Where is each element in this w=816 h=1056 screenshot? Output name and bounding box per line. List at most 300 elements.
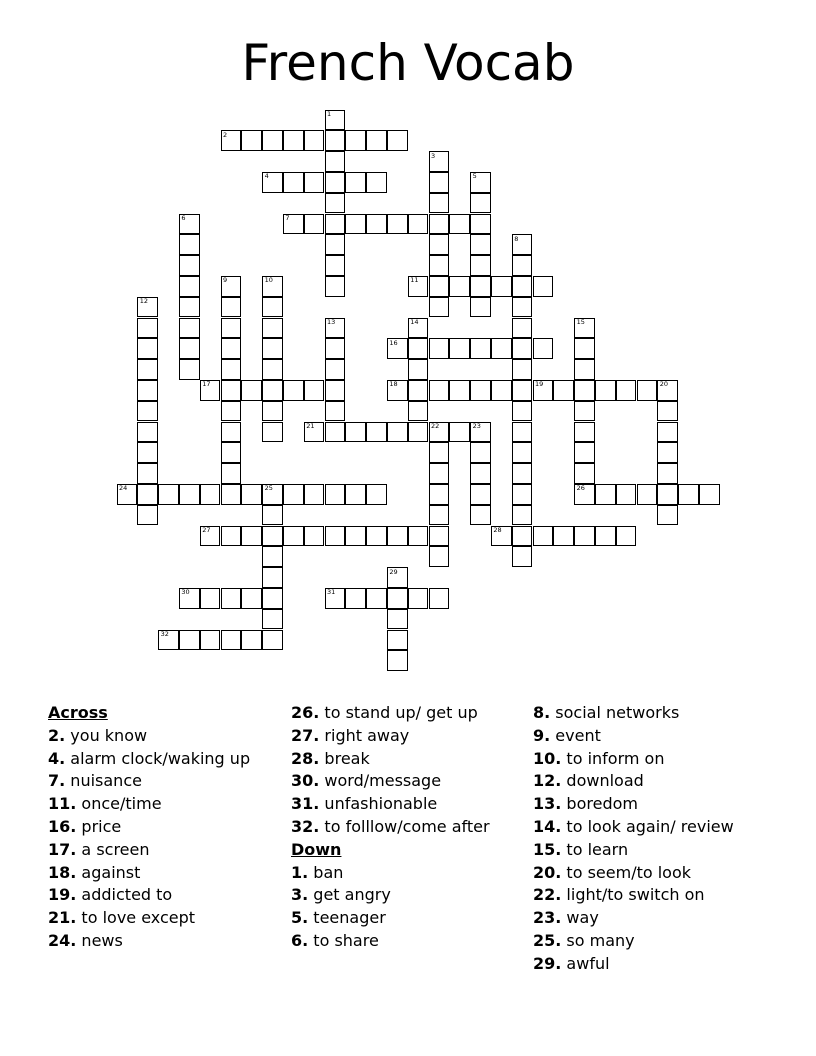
grid-cell[interactable] xyxy=(512,442,533,463)
grid-cell[interactable] xyxy=(512,546,533,567)
clue-number: 2. xyxy=(48,725,66,745)
grid-cell[interactable] xyxy=(262,546,283,567)
grid-cell[interactable] xyxy=(387,630,408,651)
grid-cell[interactable] xyxy=(512,255,533,276)
grid-cell[interactable] xyxy=(179,276,200,297)
clue-number-label: 21 xyxy=(306,422,315,430)
clue-text: a screen xyxy=(76,839,150,859)
grid-cell[interactable] xyxy=(241,526,262,547)
grid-cell[interactable] xyxy=(241,380,262,401)
grid-cell[interactable] xyxy=(699,484,720,505)
grid-cell[interactable] xyxy=(304,172,325,193)
grid-cell[interactable] xyxy=(449,214,470,235)
clue-item xyxy=(533,862,734,885)
grid-cell[interactable] xyxy=(366,214,387,235)
clue-number: 11. xyxy=(48,794,77,814)
clue-item xyxy=(291,748,490,771)
clue-number: 23. xyxy=(533,908,562,928)
grid-cell[interactable] xyxy=(533,526,554,547)
grid-cell[interactable] xyxy=(429,588,450,609)
clue-item xyxy=(291,725,490,748)
grid-cell[interactable] xyxy=(574,422,595,443)
grid-cell[interactable] xyxy=(408,380,429,401)
grid-cell[interactable] xyxy=(449,422,470,443)
grid-cell[interactable] xyxy=(470,505,491,526)
grid-cell[interactable] xyxy=(262,401,283,422)
grid-cell[interactable] xyxy=(137,380,158,401)
clue-number-label: 13 xyxy=(327,318,336,326)
grid-cell[interactable] xyxy=(262,380,283,401)
clue-number: 3. xyxy=(291,885,309,905)
grid-cell[interactable] xyxy=(429,297,450,318)
grid-cell[interactable] xyxy=(137,484,158,505)
clue-number: 6. xyxy=(291,930,309,950)
clue-text: awful xyxy=(561,953,610,973)
grid-cell[interactable] xyxy=(595,526,616,547)
grid-cell[interactable] xyxy=(137,359,158,380)
grid-cell[interactable] xyxy=(512,359,533,380)
grid-cell[interactable] xyxy=(325,193,346,214)
grid-cell[interactable] xyxy=(512,422,533,443)
grid-cell[interactable] xyxy=(387,588,408,609)
grid-cell[interactable] xyxy=(574,401,595,422)
clue-item xyxy=(533,930,734,953)
clue-text: to look again/ review xyxy=(561,816,734,836)
grid-cell[interactable] xyxy=(512,463,533,484)
clue-number-label: 23 xyxy=(472,422,481,430)
grid-cell[interactable] xyxy=(262,130,283,151)
grid-cell[interactable] xyxy=(470,255,491,276)
clue-number-label: 11 xyxy=(410,276,419,285)
clue-number: 30. xyxy=(291,771,320,791)
clue-text: word/message xyxy=(319,771,442,791)
grid-cell[interactable] xyxy=(241,484,262,505)
grid-cell[interactable] xyxy=(574,380,595,401)
grid-cell[interactable] xyxy=(137,338,158,359)
grid-cell[interactable] xyxy=(616,526,637,547)
grid-cell[interactable] xyxy=(325,422,346,443)
grid-cell[interactable] xyxy=(179,318,200,339)
grid-cell[interactable] xyxy=(595,380,616,401)
clue-number-label: 19 xyxy=(535,380,544,389)
clue-number: 1. xyxy=(291,862,309,882)
clues-column-2 xyxy=(291,702,490,953)
grid-cell[interactable] xyxy=(325,338,346,359)
clue-text: to love except xyxy=(76,908,196,928)
grid-cell[interactable] xyxy=(678,484,699,505)
grid-cell[interactable] xyxy=(325,172,346,193)
clue-number-label: 25 xyxy=(264,484,273,493)
grid-cell[interactable] xyxy=(262,422,283,443)
grid-cell[interactable] xyxy=(657,442,678,463)
clue-number: 8. xyxy=(533,703,551,722)
grid-cell[interactable] xyxy=(221,463,242,484)
grid-cell[interactable] xyxy=(137,442,158,463)
grid-cell[interactable] xyxy=(470,338,491,359)
grid-cell[interactable] xyxy=(429,214,450,235)
grid-cell[interactable] xyxy=(429,463,450,484)
grid-cell[interactable] xyxy=(657,484,678,505)
grid-cell[interactable] xyxy=(137,318,158,339)
clue-text: unfashionable xyxy=(319,794,438,814)
grid-cell[interactable] xyxy=(241,630,262,651)
clue-number: 5. xyxy=(291,908,309,928)
grid-cell[interactable] xyxy=(470,234,491,255)
clue-number: 20. xyxy=(533,862,562,882)
grid-cell[interactable] xyxy=(574,359,595,380)
clue-item xyxy=(533,839,734,862)
clue-item xyxy=(291,770,490,793)
clue-text: download xyxy=(561,771,644,791)
grid-cell[interactable] xyxy=(470,214,491,235)
clue-item xyxy=(291,884,490,907)
clue-number-label: 30 xyxy=(181,588,190,597)
grid-cell[interactable] xyxy=(553,380,574,401)
grid-cell[interactable] xyxy=(221,338,242,359)
clue-number: 24. xyxy=(48,930,77,950)
grid-cell[interactable] xyxy=(366,588,387,609)
clue-number-label: 22 xyxy=(431,422,440,430)
clue-text: once/time xyxy=(76,794,162,814)
grid-cell[interactable] xyxy=(179,234,200,255)
clues-column-1 xyxy=(48,702,250,953)
grid-cell[interactable] xyxy=(241,588,262,609)
grid-cell[interactable] xyxy=(429,526,450,547)
clue-number: 17. xyxy=(48,839,77,859)
grid-cell[interactable] xyxy=(345,214,366,235)
clue-number-label: 2 xyxy=(223,130,228,139)
grid-cell[interactable] xyxy=(491,380,512,401)
clue-text: to seem/to look xyxy=(561,862,692,882)
grid-cell[interactable] xyxy=(221,526,242,547)
clue-item xyxy=(48,839,250,862)
grid-cell[interactable] xyxy=(387,650,408,671)
clue-number-label: 4 xyxy=(264,172,269,181)
grid-cell[interactable] xyxy=(429,234,450,255)
grid-cell[interactable] xyxy=(304,130,325,151)
clue-item xyxy=(533,725,734,748)
clue-number: 18. xyxy=(48,862,77,882)
clue-item xyxy=(533,953,734,976)
grid-cell[interactable] xyxy=(366,172,387,193)
grid-cell[interactable] xyxy=(637,484,658,505)
grid-cell[interactable] xyxy=(512,401,533,422)
grid-cell[interactable] xyxy=(345,484,366,505)
grid-cell[interactable] xyxy=(200,588,221,609)
grid-cell[interactable] xyxy=(408,401,429,422)
grid-cell[interactable] xyxy=(387,214,408,235)
grid-cell[interactable] xyxy=(325,234,346,255)
clue-number-label: 5 xyxy=(472,172,477,181)
grid-cell[interactable] xyxy=(533,338,554,359)
clue-text: to share xyxy=(308,930,379,950)
clue-number: 4. xyxy=(48,748,66,768)
clue-text: break xyxy=(319,748,370,768)
grid-cell[interactable] xyxy=(366,422,387,443)
grid-cell[interactable] xyxy=(345,422,366,443)
grid-cell[interactable] xyxy=(491,338,512,359)
clue-item xyxy=(48,907,250,930)
clue-number: 22. xyxy=(533,885,562,905)
clue-number: 27. xyxy=(291,725,320,745)
clue-number-label: 6 xyxy=(181,214,186,222)
grid-cell[interactable] xyxy=(304,380,325,401)
grid-cell[interactable] xyxy=(262,318,283,339)
grid-cell[interactable] xyxy=(179,359,200,380)
puzzle-title: French Vocab xyxy=(241,34,575,92)
grid-cell[interactable] xyxy=(429,193,450,214)
clue-number-label: 7 xyxy=(285,214,290,222)
grid-cell[interactable] xyxy=(616,484,637,505)
clue-item xyxy=(533,907,734,930)
grid-cell[interactable] xyxy=(137,463,158,484)
clue-item xyxy=(291,862,490,885)
grid-cell[interactable] xyxy=(470,484,491,505)
grid-cell[interactable] xyxy=(179,484,200,505)
grid-cell[interactable] xyxy=(512,276,533,297)
grid-cell[interactable] xyxy=(408,214,429,235)
grid-cell[interactable] xyxy=(429,255,450,276)
grid-cell[interactable] xyxy=(637,380,658,401)
clue-text: event xyxy=(550,725,601,745)
grid-cell[interactable] xyxy=(449,380,470,401)
clue-item xyxy=(48,770,250,793)
grid-cell[interactable] xyxy=(616,380,637,401)
grid-cell[interactable] xyxy=(429,276,450,297)
grid-cell[interactable] xyxy=(221,484,242,505)
grid-cell[interactable] xyxy=(574,442,595,463)
grid-cell[interactable] xyxy=(137,401,158,422)
grid-cell[interactable] xyxy=(429,380,450,401)
clue-text: right away xyxy=(319,725,410,745)
grid-cell[interactable] xyxy=(512,526,533,547)
clue-number: 14. xyxy=(533,816,562,836)
clue-item xyxy=(291,930,490,953)
clue-number-label: 27 xyxy=(202,526,211,534)
grid-cell[interactable] xyxy=(283,484,304,505)
grid-cell[interactable] xyxy=(179,297,200,318)
grid-cell[interactable] xyxy=(449,276,470,297)
grid-cell[interactable] xyxy=(470,380,491,401)
grid-cell[interactable] xyxy=(179,338,200,359)
clue-item xyxy=(48,748,250,771)
clue-number-label: 12 xyxy=(139,297,149,306)
clues-column-3 xyxy=(533,702,734,976)
grid-cell[interactable] xyxy=(221,297,242,318)
grid-cell[interactable] xyxy=(221,442,242,463)
clue-number-label: 15 xyxy=(576,318,585,326)
clue-number: 10. xyxy=(533,748,562,768)
grid-cell[interactable] xyxy=(366,130,387,151)
clue-number: 7. xyxy=(48,771,66,791)
across-heading: Across xyxy=(48,703,108,722)
grid-cell[interactable] xyxy=(470,276,491,297)
grid-cell[interactable] xyxy=(470,442,491,463)
clue-text: light/to switch on xyxy=(561,885,705,905)
grid-cell[interactable] xyxy=(137,422,158,443)
clue-item xyxy=(533,748,734,771)
clue-number-label: 20 xyxy=(659,380,669,389)
grid-cell[interactable] xyxy=(262,567,283,588)
grid-cell[interactable] xyxy=(221,422,242,443)
grid-cell[interactable] xyxy=(345,130,366,151)
grid-cell[interactable] xyxy=(325,276,346,297)
clue-text: addicted to xyxy=(76,885,173,905)
grid-cell[interactable] xyxy=(512,484,533,505)
grid-cell[interactable] xyxy=(387,130,408,151)
grid-cell[interactable] xyxy=(387,526,408,547)
clue-text: ban xyxy=(308,862,344,882)
grid-cell[interactable] xyxy=(137,505,158,526)
grid-cell[interactable] xyxy=(221,359,242,380)
grid-cell[interactable] xyxy=(345,172,366,193)
grid-cell[interactable] xyxy=(325,380,346,401)
grid-cell[interactable] xyxy=(179,630,200,651)
grid-cell[interactable] xyxy=(595,484,616,505)
grid-cell[interactable] xyxy=(512,318,533,339)
grid-cell[interactable] xyxy=(512,338,533,359)
grid-cell[interactable] xyxy=(325,401,346,422)
grid-cell[interactable] xyxy=(283,130,304,151)
clue-number-label: 17 xyxy=(202,380,211,389)
grid-cell[interactable] xyxy=(366,526,387,547)
grid-cell[interactable] xyxy=(200,630,221,651)
grid-cell[interactable] xyxy=(262,359,283,380)
grid-cell[interactable] xyxy=(345,526,366,547)
grid-cell[interactable] xyxy=(241,130,262,151)
grid-cell[interactable] xyxy=(574,526,595,547)
clue-number-label: 9 xyxy=(223,276,228,285)
grid-cell[interactable] xyxy=(262,338,283,359)
clue-number: 19. xyxy=(48,885,77,905)
clue-number: 21. xyxy=(48,908,77,928)
grid-cell[interactable] xyxy=(387,422,408,443)
grid-cell[interactable] xyxy=(325,214,346,235)
clue-number-label: 8 xyxy=(514,234,519,243)
grid-cell[interactable] xyxy=(262,609,283,630)
grid-cell[interactable] xyxy=(221,630,242,651)
clue-number: 26. xyxy=(291,703,320,722)
grid-cell[interactable] xyxy=(553,526,574,547)
grid-cell[interactable] xyxy=(262,526,283,547)
grid-cell[interactable] xyxy=(408,359,429,380)
grid-cell[interactable] xyxy=(429,505,450,526)
grid-cell[interactable] xyxy=(304,526,325,547)
grid-cell[interactable] xyxy=(491,276,512,297)
grid-cell[interactable] xyxy=(262,297,283,318)
clue-number-label: 29 xyxy=(389,567,398,576)
clue-number: 28. xyxy=(291,748,320,768)
grid-cell[interactable] xyxy=(408,588,429,609)
grid-cell[interactable] xyxy=(262,630,283,651)
grid-cell[interactable] xyxy=(429,546,450,567)
grid-cell[interactable] xyxy=(408,526,429,547)
grid-cell[interactable] xyxy=(304,484,325,505)
down-heading: Down xyxy=(291,839,342,859)
grid-cell[interactable] xyxy=(657,422,678,443)
grid-cell[interactable] xyxy=(657,463,678,484)
grid-cell[interactable] xyxy=(283,526,304,547)
grid-cell[interactable] xyxy=(512,380,533,401)
grid-cell[interactable] xyxy=(262,588,283,609)
grid-cell[interactable] xyxy=(657,401,678,422)
grid-cell[interactable] xyxy=(325,151,346,172)
clue-item xyxy=(48,725,250,748)
grid-cell[interactable] xyxy=(221,588,242,609)
clue-number: 15. xyxy=(533,839,562,859)
clue-number: 32. xyxy=(291,816,320,836)
grid-cell[interactable] xyxy=(470,463,491,484)
clue-item xyxy=(48,884,250,907)
grid-cell[interactable] xyxy=(325,526,346,547)
grid-cell[interactable] xyxy=(325,130,346,151)
clue-text: get angry xyxy=(308,885,391,905)
grid-cell[interactable] xyxy=(366,484,387,505)
clue-text: to learn xyxy=(561,839,629,859)
grid-cell[interactable] xyxy=(221,318,242,339)
grid-cell[interactable] xyxy=(512,297,533,318)
clue-number-label: 16 xyxy=(389,338,398,347)
grid-cell[interactable] xyxy=(325,484,346,505)
grid-cell[interactable] xyxy=(408,338,429,359)
clue-number-label: 1 xyxy=(327,110,332,118)
clue-number: 29. xyxy=(533,953,562,973)
grid-cell[interactable] xyxy=(221,401,242,422)
clue-item xyxy=(48,816,250,839)
grid-cell[interactable] xyxy=(179,255,200,276)
grid-cell[interactable] xyxy=(200,484,221,505)
grid-cell[interactable] xyxy=(221,380,242,401)
grid-cell[interactable] xyxy=(325,359,346,380)
grid-cell[interactable] xyxy=(574,463,595,484)
grid-cell[interactable] xyxy=(429,172,450,193)
clue-text: nuisance xyxy=(65,771,142,791)
grid-cell[interactable] xyxy=(470,297,491,318)
grid-cell[interactable] xyxy=(325,255,346,276)
clue-text: you know xyxy=(65,725,148,745)
clue-item xyxy=(48,862,250,885)
grid-cell[interactable] xyxy=(449,338,470,359)
grid-cell[interactable] xyxy=(408,422,429,443)
grid-cell[interactable] xyxy=(283,380,304,401)
grid-cell[interactable] xyxy=(345,588,366,609)
grid-cell[interactable] xyxy=(470,193,491,214)
grid-cell[interactable] xyxy=(304,214,325,235)
clue-item xyxy=(533,702,734,725)
clue-text: way xyxy=(561,908,599,928)
clue-text: alarm clock/waking up xyxy=(65,748,251,768)
clue-number-label: 10 xyxy=(264,276,273,285)
clue-number: 12. xyxy=(533,771,562,791)
clue-number: 16. xyxy=(48,816,77,836)
grid-cell[interactable] xyxy=(283,172,304,193)
clue-item xyxy=(291,816,490,839)
grid-cell[interactable] xyxy=(512,505,533,526)
grid-cell[interactable] xyxy=(429,484,450,505)
grid-cell[interactable] xyxy=(387,609,408,630)
grid-cell[interactable] xyxy=(429,338,450,359)
grid-cell[interactable] xyxy=(574,338,595,359)
grid-cell[interactable] xyxy=(429,442,450,463)
clue-number-label: 28 xyxy=(493,526,502,534)
clue-item xyxy=(533,816,734,839)
grid-cell[interactable] xyxy=(657,505,678,526)
grid-cell[interactable] xyxy=(533,276,554,297)
grid-cell[interactable] xyxy=(158,484,179,505)
grid-cell[interactable] xyxy=(262,505,283,526)
clue-number: 9. xyxy=(533,725,551,745)
clue-text: boredom xyxy=(561,794,638,814)
